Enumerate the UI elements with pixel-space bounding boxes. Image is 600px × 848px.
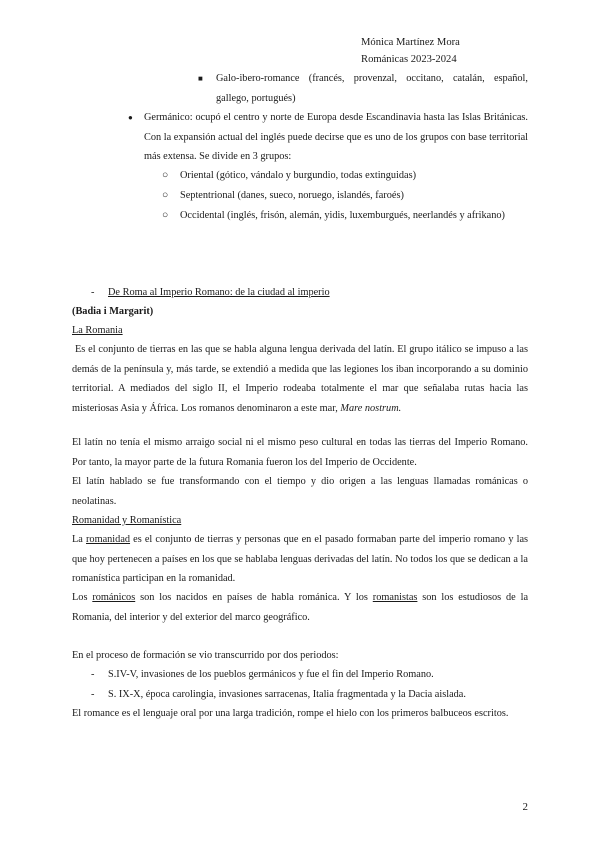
author-name: Mónica Martínez Mora: [361, 37, 460, 48]
romanistas-term: romanistas: [372, 592, 418, 603]
hollow-bullet-icon: ○: [162, 190, 169, 201]
romanidad-term: romanidad: [86, 534, 131, 545]
hollow-bullet-icon: ○: [162, 210, 169, 221]
romania-paragraph-1: [72, 340, 528, 418]
romanidad-p2-middle: son los nacidos en países de habla románica. Y los: [140, 592, 368, 603]
romanidad-p2-start: Los: [72, 592, 88, 603]
page-number: 2: [522, 801, 528, 813]
period-item-2: S. IX-X, época carolingia, invasiones sarracenas, Italia fragmentada y la Dacia aislada.: [108, 689, 466, 700]
square-bullet-icon: ■: [198, 74, 203, 83]
dash-bullet-icon: -: [91, 669, 95, 680]
romanidad-p1-start: La: [72, 534, 83, 545]
source-author: Badia i Margarit: [75, 306, 150, 317]
section-source: [72, 302, 153, 322]
romanidad-paragraph-1: [72, 530, 528, 589]
romanidad-p1-rest: es el conjunto de tierras y personas que en el pasado formaban parte del imperio romano y las que hoy pertenecen a países en los que se hablaba lenguas derivadas del latín. No todos los que se dedican a la romanística participan en la romanidad.: [72, 534, 529, 585]
romania-paragraph-3: El latín hablado se fue transformando con el tiempo y dio origen a las lenguas llamadas románicas o neolatinas.: [72, 476, 528, 507]
galo-item-line2: gallego, portugués): [216, 92, 296, 104]
romania-paragraph-2: El latín no tenía el mismo arraigo social ni el mismo peso cultural en todas las tierras del Imperio Romano. Por tanto, la mayor parte de la futura Romania fueron los del Imperio de Occidente.: [72, 437, 528, 468]
romanidad-p2-end: son los estudiosos de la Romania, del interior y del exterior del marco geográfico.: [72, 592, 529, 623]
round-bullet-icon: ●: [128, 113, 133, 122]
dash-bullet-icon: -: [91, 287, 95, 298]
period-item-1: S.IV-V, invasiones de los pueblos germánicos y fue el fin del Imperio Romano.: [108, 669, 434, 680]
galo-item-line1: Galo-ibero-romance (francés, provenzal, occitano, catalán, español,: [216, 73, 528, 84]
paren-open: (: [72, 306, 76, 317]
romania-p1-text: Es el conjunto de tierras en las que se habla alguna lengua derivada del latín. El grupo itálico se impuso a las demás de la península y, más tarde, se extendió a medida que las legiones los iban incorporando a su dominio territorial. A mediados del siglo II, el Imperio rodeaba totalmente el mar que señalaba rutas hacia las misteriosas Asia y África. Los romanos denominaron a este mar,: [72, 344, 528, 414]
section-title: De Roma al Imperio Romano: de la ciudad al imperio: [108, 287, 330, 298]
romania-heading: La Romania: [72, 325, 123, 336]
romanicos-term: románicos: [92, 592, 136, 603]
romanidad-paragraph-2: [72, 588, 528, 627]
group-item-occidental: Occidental (inglés, frisón, alemán, yidis, luxemburgués, neerlandés y afrikano): [180, 210, 505, 221]
germanico-list-item: Germánico: ocupó el centro y norte de Europa desde Escandinavia hasta las Islas Británicas. Con la expansión actual del inglés puede decirse que es uno de los grupos con base territorial más extensa. Se divide en 3 grupos:: [144, 112, 528, 163]
page-header: [361, 34, 460, 68]
galo-list-item: [216, 69, 528, 108]
romanidad-heading: Romanidad y Romanística: [72, 515, 182, 526]
paren-close: ): [149, 306, 154, 317]
dash-bullet-icon: -: [91, 689, 95, 700]
course-label: Románicas 2023-2024: [361, 54, 457, 65]
group-item-oriental: Oriental (gótico, vándalo y burgundio, todas extinguidas): [180, 170, 417, 181]
closing-paragraph: El romance es el lenguaje oral por una larga tradición, rompe el hielo con los primeros balbuceos escritos.: [72, 708, 509, 719]
hollow-bullet-icon: ○: [162, 170, 169, 181]
proceso-intro: En el proceso de formación se vio transcurrido por dos periodos:: [72, 650, 339, 661]
group-item-septentrional: Septentrional (danes, sueco, noruego, islandés, faroés): [180, 190, 404, 201]
mare-nostrum-term: Mare nostrum.: [340, 402, 402, 414]
